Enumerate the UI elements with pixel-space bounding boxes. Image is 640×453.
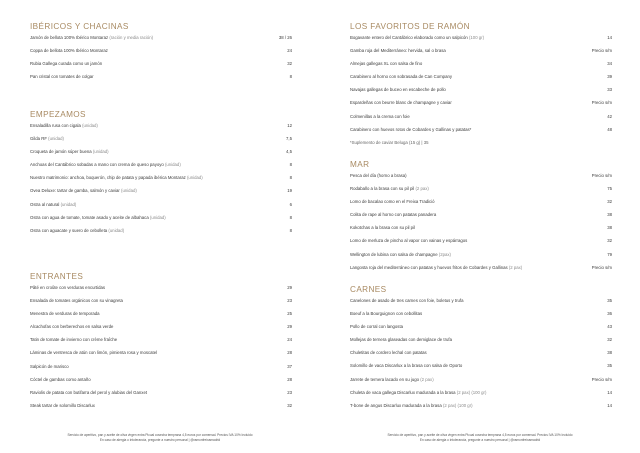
item-price: 7,5 [286, 136, 292, 142]
footer-right [330, 433, 630, 442]
item-name-text: Ovea Deluxe: tartar de gamba, salmón y caviar [30, 188, 120, 194]
item-name [30, 149, 109, 162]
item-price: 32 [287, 61, 292, 67]
item-name-text: Jamón de bellota 100% Ibérico Montaraz [30, 35, 109, 40]
item-name [30, 162, 181, 175]
section-title: LOS FAVORITOS DE RAMÓN [350, 22, 470, 31]
item-price: 4,5 [286, 149, 292, 155]
menu-item [30, 311, 292, 324]
item-name-text: Rubia Gallega curada como un jamón [30, 61, 103, 67]
item-note: (2 pax) [415, 186, 429, 192]
menu-item [350, 61, 612, 74]
item-price: 32 [607, 238, 612, 244]
item-name-text: Ensalada de tomates orgánicos con su vinagreta [30, 298, 123, 304]
menu-item [30, 175, 292, 188]
item-name-text: Gamba roja del Mediterráneo: hervida, sal o brasa [350, 48, 446, 54]
item-name-text: Solomillo de vaca Discarlux a la brasa con salsa de Oporto [350, 363, 463, 369]
item-name [350, 363, 462, 376]
item-note: (2 pax) (100 gr) [456, 389, 487, 395]
item-name [350, 337, 452, 350]
item-name-text: Lomo de bacalao como en el Freixa Tradició [350, 199, 435, 205]
menu-item [30, 324, 292, 337]
item-name [350, 350, 427, 363]
item-name [30, 48, 108, 61]
item-note: (unidad) [82, 123, 98, 128]
menu-item [30, 390, 292, 403]
item-name [350, 199, 435, 212]
item-name [30, 298, 123, 311]
item-name [350, 390, 486, 403]
menu-item [30, 136, 292, 149]
menu-item [30, 202, 292, 215]
item-note: (unidad) [149, 214, 166, 220]
item-name [350, 114, 410, 127]
item-note: (unidad) [164, 162, 181, 168]
item-price: 75 [607, 186, 612, 192]
item-price: 33 [607, 87, 612, 93]
menu-item [350, 337, 612, 350]
item-name [350, 238, 467, 251]
menu-item [350, 35, 612, 48]
item-name-text: Chuletitas de cordero lechal con patatas [350, 350, 427, 356]
item-name [30, 74, 94, 87]
item-note: (100 gr) [468, 35, 485, 40]
item-name-text: Colmenillas a la crema con foie [350, 113, 410, 119]
item-name-text: Carabinero con huevos rotos de Cobardes y Gallinas y patatas* [350, 126, 472, 132]
item-price: 32 [607, 199, 612, 205]
menu-item [350, 212, 612, 225]
item-name [350, 127, 471, 140]
menu-item [30, 215, 292, 228]
item-name-text: Tatin de tomate de invierno con crème fraîche [30, 337, 118, 343]
item-name [350, 35, 484, 48]
item-name-text: Colita de rape al horno con patatas panadera [350, 212, 437, 218]
item-name [350, 74, 452, 87]
footer-line-1: Servicio de aperitivo, pan y aceite de oliva virgen extra Picual cosecha temprana 4,5 euros por comensal. Precios IVA 10% Incluido [387, 433, 573, 437]
item-note: (unidad) [121, 188, 137, 194]
item-price: 39 [607, 74, 612, 80]
item-name [350, 298, 463, 311]
item-price: Precio s/m [591, 48, 612, 54]
item-name-text: Pan cristal con tomates de colgar [30, 74, 94, 80]
item-name [350, 61, 422, 74]
item-name-text: Bogavante entero del Cantábrico elaborado como un salpicón [350, 35, 468, 40]
item-name-text: Pollo de corral con langosta [350, 324, 404, 330]
item-name [350, 252, 451, 265]
item-name [30, 337, 117, 350]
menu-item [30, 364, 292, 377]
item-name-text: Ostra al natural [30, 201, 60, 207]
section-title: IBÉRICOS Y CHACINAS [30, 22, 129, 31]
item-note: (unidad) [108, 227, 125, 233]
item-name-text: Croqueta de jamón súper buena [30, 149, 92, 155]
item-name-text: Gilda RF [30, 136, 47, 142]
item-price: 8 [289, 175, 292, 181]
item-name [30, 175, 203, 188]
item-name-text: Rodaballo a la brasa con su pil pil [350, 186, 415, 192]
menu-item [350, 377, 612, 390]
item-note: (unidad) [48, 136, 64, 142]
item-price: 42 [607, 113, 612, 119]
item-name-text: Espardeñas con beurre blanc de champagne y caviar [350, 100, 452, 106]
item-name-text: Alcachofas con berberechos en salsa verde [30, 324, 114, 330]
item-price: 48 [607, 126, 612, 132]
menu-section [30, 22, 292, 87]
section-title: MAR [350, 160, 370, 169]
menu-item [350, 87, 612, 100]
item-note: (2 pax) (100 gr) [442, 402, 473, 408]
menu-item [350, 403, 612, 416]
item-name-text: Navajas gallegas de buceo en escabeche de pollo [350, 87, 446, 93]
menu-item [30, 35, 292, 48]
menu-item [350, 199, 612, 212]
item-price: 8 [289, 162, 292, 168]
item-price: 38 [607, 350, 612, 356]
item-note: (unidad) [186, 175, 203, 181]
item-price: 24 [287, 48, 292, 54]
menu-item [30, 74, 292, 87]
item-name [30, 123, 98, 136]
item-name [350, 100, 452, 113]
item-name [30, 364, 69, 377]
item-name [30, 215, 166, 228]
menu-item [350, 311, 612, 324]
menu-item [350, 350, 612, 363]
menu-item [350, 252, 612, 265]
item-price: Precio s/m [591, 100, 612, 106]
menu-item [30, 298, 292, 311]
item-price: 37 [287, 363, 292, 369]
item-name-text: Steak tartar de solomillo Discarlux [30, 402, 95, 408]
item-note: (2 pax) [508, 264, 523, 270]
item-name [350, 324, 403, 337]
item-price: Precio s/m [591, 376, 612, 382]
menu-item [30, 377, 292, 390]
menu-item [350, 363, 612, 376]
section-title: CARNES [350, 285, 387, 294]
item-price: 25 [287, 311, 292, 317]
item-name [30, 324, 113, 337]
item-price: 43 [607, 324, 612, 330]
item-name-text: Menestra de verduras de temporada [30, 311, 100, 317]
item-name-text: Langosta roja del mediterráneo con patatas y huevos fritos de Cobardes y Gallinas [350, 264, 508, 270]
menu-item [30, 285, 292, 298]
menu-item [30, 350, 292, 363]
item-name [30, 228, 124, 241]
menu-item [30, 149, 292, 162]
item-price: 14 [607, 389, 612, 395]
menu-item [30, 61, 292, 74]
item-price: 6 [289, 201, 292, 207]
item-name-text: Láminas de ventresca de atún con limón, pimienta rosa y moscatel [30, 350, 158, 356]
menu-section [350, 160, 612, 278]
item-name-text: Ostra con agua de tomate, tomate asado y aceite de albahaca [30, 214, 149, 220]
menu-item [350, 324, 612, 337]
item-name [350, 377, 434, 390]
item-price: Precio s/m [591, 173, 612, 178]
menu-item [350, 225, 612, 238]
item-name [350, 87, 446, 100]
item-name-text: Mollejas de ternera glaseadas con demiglace de trufa [350, 337, 452, 343]
item-name-text: Anchoas del Cantábrico sobadas a mano con crema de queso payoyo [30, 162, 164, 168]
item-name [350, 186, 429, 199]
item-price: 32 [607, 337, 612, 343]
item-note: (unidad) [92, 149, 109, 155]
menu-item [350, 298, 612, 311]
footer-left [10, 433, 310, 442]
item-name [350, 225, 415, 238]
menu-item [350, 238, 612, 251]
menu-item [30, 403, 292, 416]
item-name-text: Salpicón de marisco [30, 363, 69, 369]
item-price: 23 [287, 389, 292, 395]
menu-item [350, 265, 612, 278]
item-price: 35 [607, 298, 612, 303]
item-name-text: Nuestro matrimonio: anchoa, boquerón, chip de patata y papada ibérica Montaraz [30, 175, 186, 181]
item-name-text: Boeuf a la Bourguignon con cebollitas [350, 311, 423, 317]
item-name-text: Chuleta de vaca gallega Discarlux madurada a la brasa [350, 389, 456, 395]
menu-item [350, 48, 612, 61]
menu-item [350, 127, 612, 140]
item-price: 32 [287, 402, 292, 408]
item-name [30, 61, 102, 74]
item-name-text: Canelones de asado de tres carnes con foie, boletus y trufa [350, 298, 464, 303]
item-name-text: Almejas gallegas XL con salsa de fino [350, 61, 423, 67]
item-note: (2pax) [438, 251, 451, 257]
menu-section [350, 285, 612, 416]
item-name [350, 311, 422, 324]
menu-item [350, 186, 612, 199]
item-price: 38 / 26 [278, 35, 292, 40]
item-name [350, 265, 522, 278]
item-name-text: Jarrete de ternera lacado en su jugo [350, 376, 420, 382]
menu-item [350, 173, 612, 186]
item-name [350, 212, 436, 225]
menu-item [350, 114, 612, 127]
item-price: 29 [287, 285, 292, 290]
item-name [30, 390, 147, 403]
item-name [350, 403, 473, 416]
item-price: 36 [607, 311, 612, 317]
item-name-text: Wellington de lubina con salsa de champagne [350, 251, 438, 257]
item-price: 12 [287, 123, 292, 128]
item-name [30, 35, 153, 48]
item-name [350, 173, 407, 186]
item-name-text: Raviolis de patata con butifarra del perol y alubias del Ganxet [30, 389, 148, 395]
menu-item [30, 162, 292, 175]
item-price: 14 [607, 402, 612, 408]
item-price: 8 [289, 74, 292, 80]
item-price: 35 [607, 363, 612, 369]
item-price: 79 [607, 251, 612, 257]
item-name-text: Carabinero al horno con sobrasada de Can Company [350, 74, 452, 80]
item-price: Precio s/m [591, 264, 612, 270]
item-name-text: Ensaladilla rusa con cigala [30, 123, 81, 128]
item-name [30, 403, 95, 416]
section-title: ENTRANTES [30, 272, 84, 281]
item-price: 24 [287, 337, 292, 343]
item-price: 19 [287, 188, 292, 194]
footer-line-2: En caso de alergia o intolerancia, pregunte a nuestro personal | @ramonfreixamadrid [99, 437, 221, 442]
item-name [350, 48, 446, 61]
menu-section [30, 272, 292, 416]
item-name [30, 350, 157, 363]
item-name-text: Kokotchas a la brasa con su pil pil [350, 225, 415, 231]
item-name-text: Ostra con aguacate y suero de cebolleta [30, 227, 108, 233]
menu-item [30, 48, 292, 61]
item-price: 8 [289, 214, 292, 220]
menu-item [30, 188, 292, 201]
menu-section [350, 22, 612, 150]
item-price: 14 [607, 35, 612, 40]
item-name [30, 202, 76, 215]
item-price: 23 [287, 298, 292, 304]
item-price: 38 [607, 212, 612, 218]
item-price: 8 [289, 227, 292, 233]
section-title: EMPEZAMOS [30, 110, 86, 119]
item-note: (ración y media ración) [109, 35, 154, 40]
menu-item [350, 74, 612, 87]
item-name-text: Cóctel de gambas como antaño [30, 376, 91, 382]
item-name [30, 188, 137, 201]
menu-item [30, 337, 292, 350]
item-name [30, 311, 100, 324]
menu-item [30, 123, 292, 136]
item-price: 38 [607, 225, 612, 231]
item-price: 29 [287, 324, 292, 330]
menu-item [30, 228, 292, 241]
menu-item [350, 390, 612, 403]
footer-line-1: Servicio de aperitivo, pan y aceite de oliva virgen extra Picual cosecha temprana 4,5 euros por comensal. Precios IVA 10% Incluido [67, 433, 253, 437]
menu-section [30, 110, 292, 241]
item-name [30, 285, 105, 298]
supplement-note: *Suplemento de caviar Beluga (15 g) | 35 [350, 139, 429, 145]
item-note: (2 pax) [420, 376, 434, 382]
item-name-text: Coppa de bellota 100% Ibérico Montaraz [30, 48, 108, 54]
item-name-text: Pesca del día (horno a brasa) [350, 173, 407, 178]
item-name [30, 136, 64, 149]
item-name-text: T-bone de angus Discarlux madurada a la brasa [350, 402, 442, 408]
item-name [30, 377, 91, 390]
item-note: (unidad) [60, 201, 77, 207]
item-name-text: Lomo de merluza de pincho al vapor con vainas y espárragos [350, 238, 468, 244]
item-price: 28 [287, 376, 292, 382]
item-price: 34 [607, 61, 612, 67]
menu-item [350, 100, 612, 113]
footer-line-2: En caso de alergia o intolerancia, pregunte a nuestro personal | @ramonfreixamadrid [419, 437, 541, 442]
item-price: 28 [287, 350, 292, 356]
item-name-text: Pâté en croûte con verduras encurtidas [30, 285, 106, 290]
